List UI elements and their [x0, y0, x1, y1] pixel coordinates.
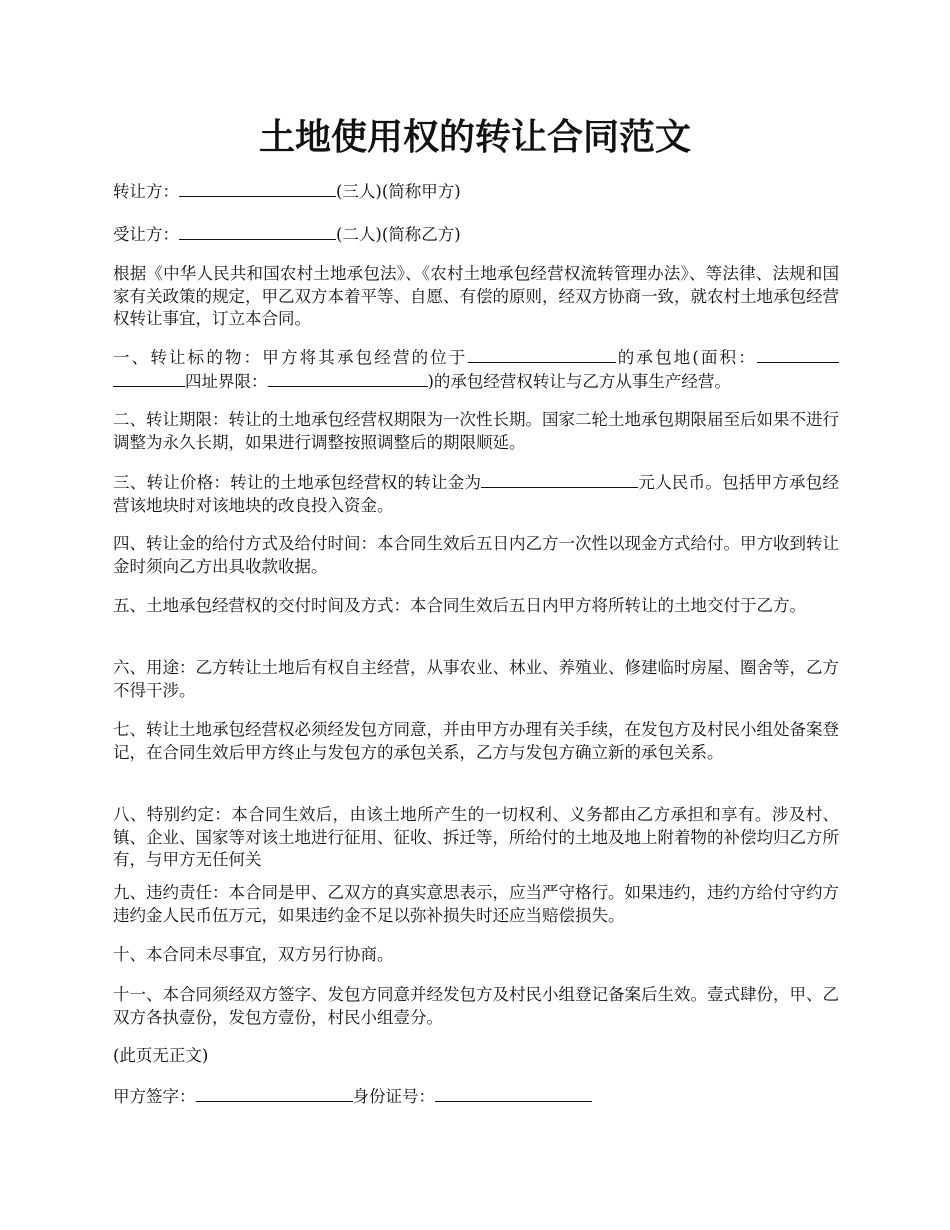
- price-blank[interactable]: [481, 471, 638, 488]
- clause-11: 十一、本合同须经双方签字、发包方同意并经发包方及村民小组登记备案后生效。壹式肆份，甲、乙双方各执壹份，发包方壹份，村民小组壹分。: [113, 985, 839, 1027]
- clause-1-part-1: 一、转让标的物：甲方将其承包经营的位于: [113, 348, 468, 367]
- id-number-label: 身份证号：: [352, 1087, 435, 1106]
- clause-5: 五、土地承包经营权的交付时间及方式：本合同生效后五日内甲方将所转让的土地交付于乙方。: [113, 596, 806, 615]
- clause-10: 十、本合同未尽事宜，双方另行协商。: [113, 945, 394, 964]
- party-a-signature-blank[interactable]: [196, 1085, 353, 1102]
- clause-7: 七、转让土地承包经营权必须经发包方同意，并由甲方办理有关手续，在发包方及村民小组处备案登记，在合同生效后甲方终止与发包方的承包关系，乙方与发包方确立新的承包关系。: [113, 720, 839, 762]
- clause-1-part-3: 四址界限：: [185, 371, 268, 391]
- location-blank[interactable]: [468, 346, 616, 363]
- transferor-name-blank[interactable]: [179, 180, 336, 197]
- clause-3: [113, 471, 839, 517]
- clause-2: 二、转让期限：转让的土地承包经营权期限为一次性长期。国家二轮土地承包期限届至后如果不进行调整为永久长期，如果进行调整按照调整后的期限顺延。: [113, 410, 839, 452]
- area-blank-1[interactable]: [757, 346, 839, 363]
- transferee-name-blank[interactable]: [179, 223, 336, 240]
- boundary-blank[interactable]: [268, 370, 428, 387]
- party-a-signature-label: 甲方签字：: [113, 1087, 196, 1106]
- clause-3-part-2: 元人民币。包括甲方承包经营该地块时对该地块的改良投入资金。: [113, 473, 840, 515]
- clause-9: 九、违约责任：本合同是甲、乙双方的真实意思表示，应当严守格行。如果违约，违约方给付守约方违约金人民币伍万元，如果违约金不足以弥补损失时还应当赔偿损失。: [113, 883, 839, 925]
- intro-paragraph: 根据《中华人民共和国农村土地承包法》、《农村土地承包经营权流转管理办法》、等法律、法规和国家有关政策的规定，甲乙双方本着平等、自愿、有偿的原则，经双方协商一致，就农村土地承包经营权转让事宜，订立本合同。: [113, 264, 839, 328]
- id-number-blank[interactable]: [435, 1085, 592, 1102]
- area-blank-2[interactable]: [113, 370, 185, 387]
- clause-4: 四、转让金的给付方式及给付时间：本合同生效后五日内乙方一次性以现金方式给付。甲方收到转让金时须向乙方出具收款收据。: [113, 534, 839, 576]
- clause-1: [113, 346, 839, 393]
- clause-1-part-2: 的承包地(面积：: [615, 348, 758, 367]
- transferor-suffix: (三人)(简称甲方): [336, 182, 461, 201]
- transferee-suffix: (二人)(简称乙方): [336, 225, 461, 244]
- clause-6: 六、用途：乙方转让土地后有权自主经营，从事农业、林业、养殖业、修建临时房屋、圈舍等，乙方不得干涉。: [113, 658, 839, 700]
- signature-line: [113, 1085, 839, 1109]
- transferee-label: 受让方：: [113, 225, 179, 244]
- transferee-line: [113, 223, 839, 247]
- transferor-label: 转让方：: [113, 182, 179, 201]
- no-body-note: (此页无正文): [113, 1046, 209, 1065]
- clause-1-part-4: )的承包经营权转让与乙方从事生产经营。: [427, 371, 731, 391]
- transferor-line: [113, 180, 839, 204]
- clause-8: 八、特别约定：本合同生效后，由该土地所产生的一切权利、义务都由乙方承担和享有。涉及村、镇、企业、国家等对该土地进行征用、征收、拆迁等，所给付的土地及地上附着物的补偿均归乙方所有，与甲方无任何关: [113, 805, 839, 869]
- clause-3-part-1: 三、转让价格：转让的土地承包经营权的转让金为: [113, 473, 482, 492]
- document-title: 土地使用权的转让合同范文: [258, 117, 691, 158]
